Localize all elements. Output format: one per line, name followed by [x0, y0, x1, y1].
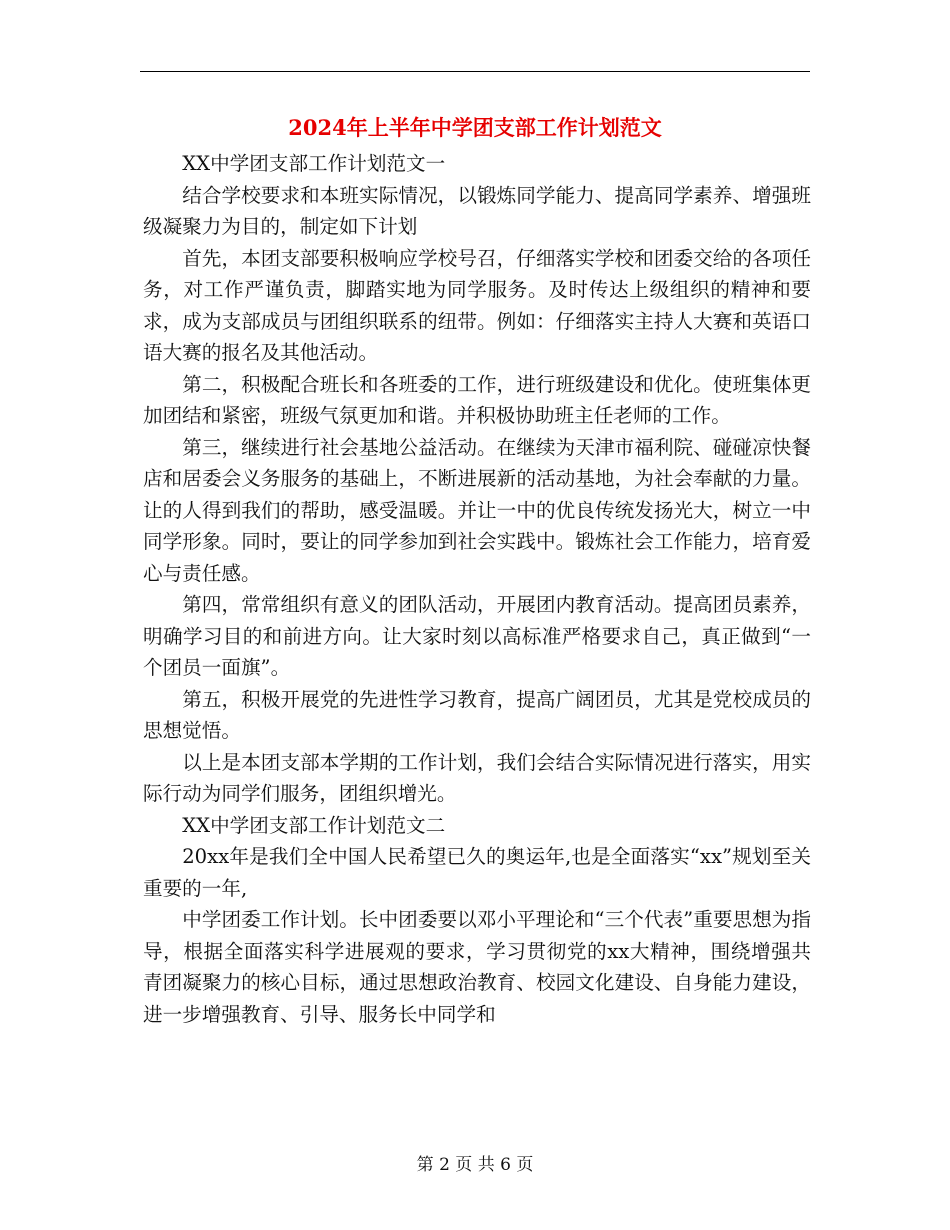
document-body: [143, 148, 811, 1030]
paragraph: 结合学校要求和本班实际情况，以锻炼同学能力、提高同学素养、增强班级凝聚力为目的，制定如下计划: [143, 183, 811, 238]
paragraph: 以上是本团支部本学期的工作计划，我们会结合实际情况进行落实，用实际行动为同学们服务，团组织增光。: [143, 750, 811, 805]
page-number: 第 2 页 共 6 页: [416, 1155, 534, 1175]
paragraph: 中学团委工作计划。长中团委要以邓小平理论和“三个代表”重要思想为指导，根据全面落实科学进展观的要求，学习贯彻党的xx大精神，围绕增强共青团凝聚力的核心目标，通过思想政治教育、校园文化建设、自身能力建设，进一步增强教育、引导、服务长中同学和: [143, 908, 811, 1026]
paragraph: 第三，继续进行社会基地公益活动。在继续为天津市福利院、碰碰凉快餐店和居委会义务服务的基础上，不断进展新的活动基地，为社会奉献的力量。让的人得到我们的帮助，感受温暖。并让一中的优良传统发扬光大，树立一中同学形象。同时，要让的同学参加到社会实践中。锻炼社会工作能力，培育爱心与责任感。: [143, 435, 811, 585]
paragraph: 第五，积极开展党的先进性学习教育，提高广阔团员，尤其是党校成员的思想觉悟。: [143, 687, 811, 742]
paragraph: 第四，常常组织有意义的团队活动，开展团内教育活动。提高团员素养，明确学习目的和前进方向。让大家时刻以高标准严格要求自己，真正做到“一个团员一面旗”。: [143, 593, 811, 679]
paragraph: 第二，积极配合班长和各班委的工作，进行班级建设和优化。使班集体更加团结和紧密，班级气氛更加和谐。并积极协助班主任老师的工作。: [143, 372, 811, 427]
paragraph: 20xx年是我们全中国人民希望已久的奥运年,也是全面落实“xx”规划至关重要的一年,: [143, 845, 811, 900]
paragraph: 首先，本团支部要积极响应学校号召，仔细落实学校和团委交给的各项任务，对工作严谨负责，脚踏实地为同学服务。及时传达上级组织的精神和要求，成为支部成员与团组织联系的纽带。例如：仔细落实主持人大赛和英语口语大赛的报名及其他活动。: [143, 246, 811, 364]
document-title: 2024年上半年中学团支部工作计划范文: [288, 115, 662, 140]
paragraph: XX中学团支部工作计划范文二: [182, 813, 446, 837]
header-rule: [140, 71, 810, 72]
paragraph: XX中学团支部工作计划范文一: [182, 152, 446, 175]
